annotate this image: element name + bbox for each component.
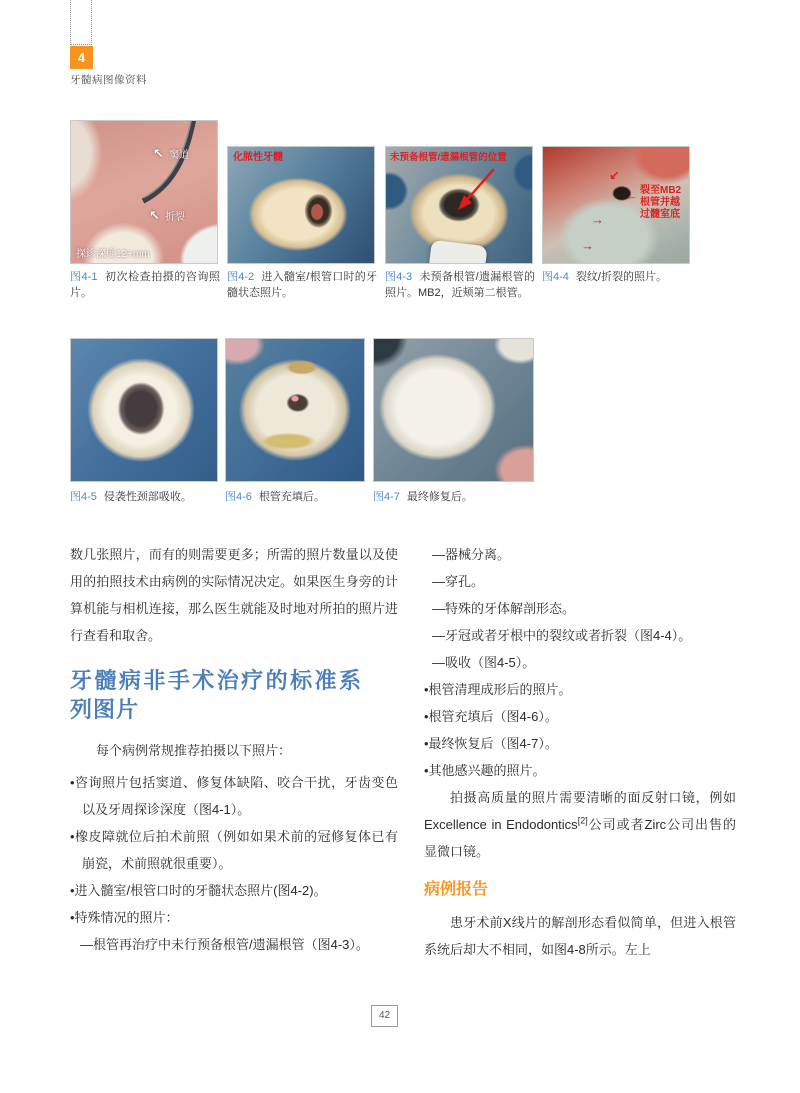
figure-4-5-caption [70, 489, 220, 505]
chapter-title: 牙髓病图像资料 [70, 74, 147, 86]
list-item: —器械分离。 [432, 547, 511, 562]
figure-4-6-photo [225, 338, 365, 482]
figure-label: 图4-3 [385, 271, 413, 283]
annotation-unprepared-canal: 未预备根管/遗漏根管的位置 [390, 152, 507, 163]
dental-probe [71, 121, 218, 264]
figure-4-1-photo [70, 120, 218, 264]
annotation-line: 根管并越 [640, 197, 680, 208]
figure-4-6-caption [225, 489, 373, 505]
list-item: —穿孔。 [432, 574, 485, 589]
caption-text: 侵袭性颈部吸收。 [103, 491, 192, 503]
arrow-left-icon: ← [625, 188, 638, 203]
right-column [424, 541, 736, 963]
arrow-down-left-icon: ↙ [609, 168, 620, 183]
caption-text: 最终修复后。 [406, 491, 473, 503]
figure-label: 图4-7 [373, 491, 400, 503]
annotation-fracture: 折裂 [165, 212, 185, 223]
figure-label: 图4-1 [70, 271, 98, 283]
caption-text: 裂纹/折裂的照片。 [575, 271, 667, 283]
figure-label: 图4-6 [225, 491, 252, 503]
body-paragraph: 每个病例常规推荐拍摄以下照片： [96, 743, 292, 758]
caption-text: 未预备根管/遗漏根管的照片。MB2，近颊第二根管。 [385, 271, 535, 299]
list-item: •咨询照片包括窦道、修复体缺陷、咬合干扰，牙齿变色以及牙周探诊深度（图4-1）。 [70, 775, 398, 817]
annotation-suppurative-pulp: 化脓性牙髓 [233, 152, 283, 163]
arrow-up-left-icon: ↖ [149, 208, 160, 223]
list-item: —牙冠或者牙根中的裂纹或者折裂（图4-4）。 [432, 628, 692, 643]
subsection-heading: 病例报告 [424, 881, 489, 898]
figure-4-2-photo [227, 146, 375, 264]
list-item: •橡皮障就位后拍术前照（例如如果术前的冠修复体已有崩瓷，术前照就很重要）。 [70, 829, 398, 871]
left-column [70, 541, 398, 958]
list-item: •其他感兴趣的照片。 [424, 763, 546, 778]
body-paragraph: 数几张照片，而有的则需要更多；所需的照片数量以及使用的拍照技术由病例的实际情况决定。如果医生身旁的计算机能与相机连接，那么医生就能及时地对所拍的照片进行查看和取舍。 [70, 547, 398, 643]
list-item: •特殊情况的照片： [70, 910, 179, 925]
chapter-number-badge: 4 [70, 46, 93, 69]
caption-text: 根管充填后。 [258, 491, 325, 503]
list-item: •最终恢复后（图4-7）。 [424, 736, 558, 751]
body-paragraph [424, 784, 736, 865]
special-cases-list [424, 541, 736, 676]
list-subitem: —根管再治疗中未行预备根管/遗漏根管（图4-3）。 [80, 937, 369, 952]
figure-4-4-caption [542, 269, 692, 285]
figure-4-2-caption [227, 269, 377, 301]
annotation-line: 裂至MB2 [640, 185, 682, 196]
figure-4-7-caption [373, 489, 533, 505]
caption-text: 进入髓室/根管口时的牙髓状态照片。 [227, 271, 377, 299]
page-number: 42 [371, 1005, 398, 1027]
figure-4-4-photo [542, 146, 690, 264]
annotation-line: 过髓室底 [640, 209, 680, 220]
list-item: —特殊的牙体解剖形态。 [432, 601, 576, 616]
caption-text: 初次检查拍摄的咨询照片。 [70, 271, 220, 299]
body-paragraph: 患牙术前X线片的解剖形态看似简单，但进入根管系统后却大不相同，如图4-8所示。左上 [424, 915, 736, 957]
figure-label: 图4-4 [542, 271, 569, 283]
annotation-sinus-tract: 窦道 [169, 150, 189, 161]
figure-4-5-photo [70, 338, 218, 482]
arrow-right-icon: → [591, 212, 604, 227]
paragraph-text: 公司或者Zirc公司出售的显微口镜。 [424, 817, 736, 859]
list-item: —吸收（图4-5）。 [432, 655, 536, 670]
annotation-crack-mb2 [640, 185, 681, 221]
list-item: •进入髓室/根管口时的牙髓状态照片(图4-2)。 [70, 883, 327, 898]
figure-label: 图4-2 [227, 271, 255, 283]
photo-checklist-continued [424, 676, 736, 784]
figure-4-3-photo [385, 146, 533, 264]
chapter-dotted-box [70, 0, 92, 45]
paragraph-text: 拍摄高质量的照片需要清晰的面反射口镜，例如Excellence in Endodontics [424, 790, 736, 832]
photo-checklist [70, 769, 398, 931]
figure-4-1-caption [70, 269, 220, 301]
figure-4-3-caption [385, 269, 535, 301]
annotation-probing-depth: 探诊深度12+mm [76, 249, 150, 260]
citation-reference: [2] [577, 815, 588, 826]
list-item: •根管清理成形后的照片。 [424, 682, 572, 697]
arrow-right-icon: → [581, 238, 594, 253]
arrow-up-left-icon: ↖ [153, 146, 164, 161]
section-heading: 牙髓病非手术治疗的标准系列图片 [70, 668, 362, 722]
figure-label: 图4-5 [70, 491, 97, 503]
list-item: •根管充填后（图4-6）。 [424, 709, 558, 724]
figure-4-7-photo [373, 338, 534, 482]
